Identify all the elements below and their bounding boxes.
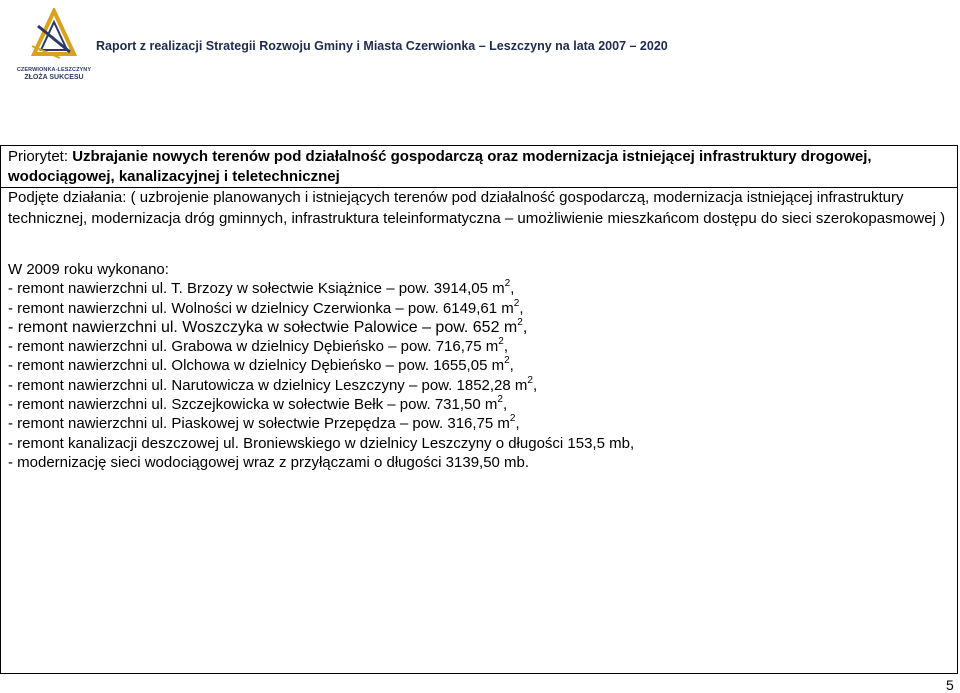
priority-row xyxy=(1,146,957,188)
actions-text: Podjęte działania: ( uzbrojenie planowanych i istniejących terenów pod działalność gospodarczą, modernizacja istniejącej infrastruktury technicznej, modernizacja dróg gminnych, infrastruktura teleinformatyczna – umożliwienie mieszkańcom dostępu do sieci szerokopasmowej ) xyxy=(8,189,946,227)
priority-label: Priorytet: xyxy=(8,148,73,165)
list-item: - remont nawierzchni ul. Olchowa w dzielnicy Dębieńsko – pow. 1655,05 $m^2$, xyxy=(8,355,514,375)
content-table xyxy=(0,145,958,674)
list-item: - remont nawierzchni ul. Narutowicza w dzielnicy Leszczyny – pow. 1852,28 $m^2$, xyxy=(8,374,538,394)
done-list xyxy=(8,260,948,472)
list-item: - modernizację sieci wodociągowej wraz z przyłączami o długości 3139,50 mb. xyxy=(8,453,530,471)
logo-emblem-icon xyxy=(14,8,94,68)
list-item: - remont nawierzchni ul. Piaskowej w sołectwie Przepędza – pow. 316,75 $m^2$, xyxy=(8,413,520,433)
page-number: 5 xyxy=(946,677,954,693)
list-item: - remont kanalizacji deszczowej ul. Broniewskiego w dzielnicy Leszczyny o długości 153,5 mb, xyxy=(8,434,635,452)
header-title: Raport z realizacji Strategii Rozwoju Gminy i Miasta Czerwionka – Leszczyny na lata 2007 – 2020 xyxy=(96,39,668,53)
list-item: - remont nawierzchni ul. Wolności w dzielnicy Czerwionka – pow. 6149,61 $m^2$, xyxy=(8,297,524,317)
list-item: - remont nawierzchni ul. T. Brzozy w sołectwie Książnice – pow. 3914,05 $m^2$, xyxy=(8,278,515,298)
list-item: - remont nawierzchni ul. Szczejkowicka w sołectwie Bełk – pow. 731,50 $m^2$, xyxy=(8,394,508,414)
list-item: - remont nawierzchni ul. Woszczyka w sołectwie Palowice – pow. 652 $m^2$, xyxy=(8,316,528,336)
logo-caption-town: CZERWIONKA-LESZCZYNY xyxy=(16,67,92,73)
done-heading: W 2009 roku wykonano: xyxy=(8,261,169,278)
logo xyxy=(14,8,94,84)
logo-caption-slogan: ZŁOŻA SUKCESU xyxy=(24,74,84,81)
priority-value: Uzbrajanie nowych terenów pod działalność gospodarczą oraz modernizacja istniejącej infrastruktury drogowej, wodociągowej, kanalizacyjnej i teletechnicznej xyxy=(8,148,872,185)
list-item: - remont nawierzchni ul. Grabowa w dzielnicy Dębieńsko – pow. 716,75 $m^2$, xyxy=(8,336,508,356)
